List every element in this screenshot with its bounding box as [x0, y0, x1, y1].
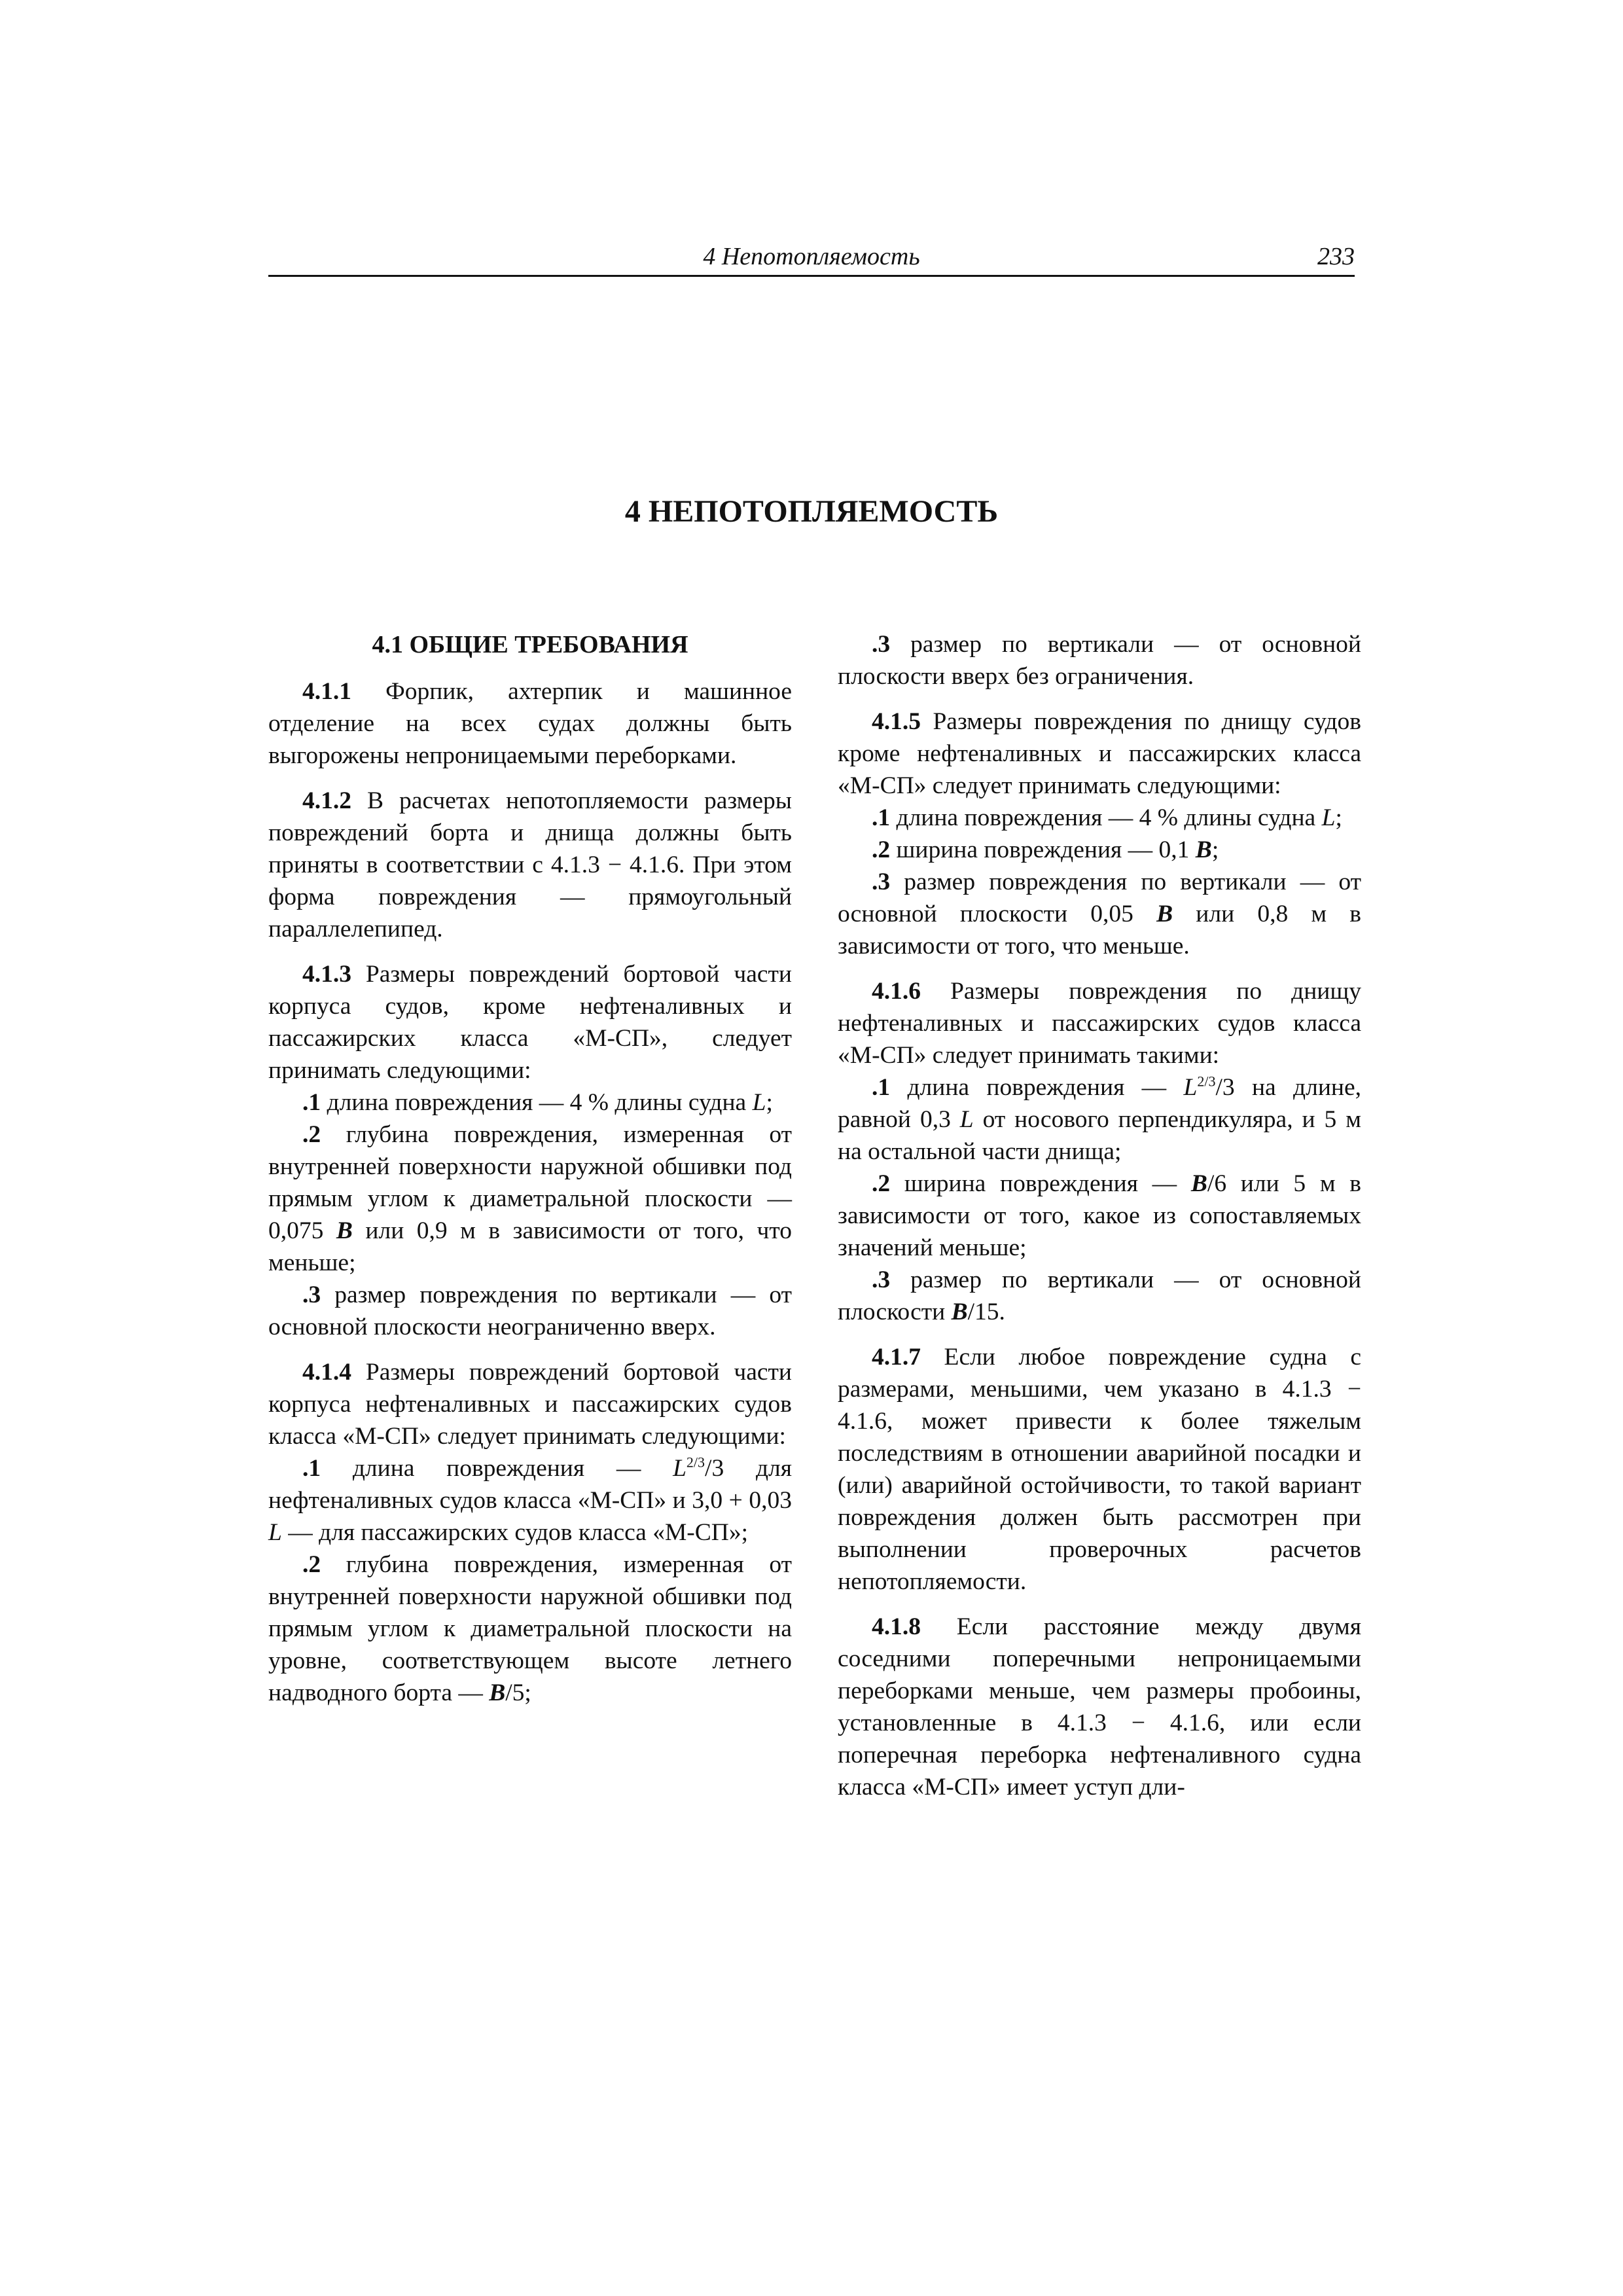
chapter-title: 4 НЕПОТОПЛЯЕМОСТЬ: [624, 494, 999, 529]
clause-4-1-6-item-3: [838, 1264, 1361, 1328]
item-number: .2: [872, 836, 891, 863]
clause-4-1-8: [838, 1611, 1361, 1803]
item-number: .1: [302, 1455, 321, 1482]
item-number: .1: [872, 1074, 891, 1101]
item-text: длина повреждения —: [890, 1074, 1184, 1101]
item-number: .1: [872, 804, 891, 831]
symbol: B: [336, 1217, 353, 1244]
clause-text: Если расстояние между двумя соседними поперечными непроницаемыми переборками меньше, чем размеры пробоины, установленные в 4.1.3 − 4.1.6, или если поперечная переборка нефтеналивного судна класса «М-СП» имеет уступ дли-: [838, 1613, 1361, 1801]
symbol: L: [959, 1106, 974, 1133]
running-title: 4 Непотопляемость: [703, 243, 920, 270]
clause-4-1-3-item-3: [268, 1279, 792, 1343]
clause-4-1-5: [838, 706, 1361, 802]
clause-text: Размеры повреждения по днищу нефтеналивных и пассажирских судов класса «М-СП» следует принимать такими:: [838, 978, 1361, 1069]
clause-number: 4.1.1: [302, 678, 351, 705]
clause-4-1-3-item-2: [268, 1119, 792, 1279]
symbol: L: [752, 1089, 766, 1116]
symbol: B: [1190, 1170, 1207, 1197]
symbol: L: [673, 1455, 687, 1482]
clause-4-1-4-item-2: [268, 1549, 792, 1709]
item-text: ;: [766, 1089, 773, 1116]
clause-4-1-1: [268, 675, 792, 772]
item-text: ширина повреждения — 0,1: [890, 836, 1196, 863]
clause-4-1-5-item-3: [838, 866, 1361, 962]
superscript: 2/3: [686, 1454, 705, 1471]
left-column: [268, 628, 792, 1709]
clause-text: Размеры повреждения по днищу судов кроме нефтеналивных и пассажирских класса «М-СП» следует принимать следующими:: [838, 708, 1361, 799]
symbol: B: [1156, 901, 1173, 927]
item-text: или 0,9 м в зависимости от того, что меньше;: [268, 1217, 793, 1276]
item-text: ширина повреждения —: [890, 1170, 1191, 1197]
item-text: ;: [1335, 804, 1342, 831]
clause-4-1-6-item-2: [838, 1168, 1361, 1264]
clause-4-1-7: [838, 1341, 1361, 1598]
item-text: /3 для нефтеналивных судов класса «М-СП» и 3,0 + 0,03: [268, 1455, 792, 1514]
item-number: .3: [872, 631, 891, 658]
clause-number: 4.1.7: [872, 1344, 921, 1371]
item-text: длина повреждения —: [321, 1455, 673, 1482]
clause-number: 4.1.8: [872, 1613, 921, 1640]
item-text: размер по вертикали — от основной плоскости: [838, 1266, 1361, 1325]
clause-4-1-5-item-2: [838, 834, 1361, 866]
superscript: 2/3: [1197, 1073, 1216, 1090]
item-text: /15.: [967, 1299, 1005, 1325]
section-title: 4.1 ОБЩИЕ ТРЕБОВАНИЯ: [372, 631, 688, 658]
clause-number: 4.1.4: [302, 1359, 351, 1386]
clause-text: Форпик, ахтерпик и машинное отделение на всех судах должны быть выгорожены непроницаемыми переборками.: [268, 678, 792, 769]
clause-4-1-4-item-1: [268, 1452, 792, 1549]
clause-4-1-6-item-1: [838, 1071, 1361, 1168]
item-number: .3: [302, 1282, 321, 1308]
item-text: размер повреждения по вертикали — от основной плоскости 0,05: [838, 869, 1361, 927]
clause-number: 4.1.2: [302, 787, 351, 814]
symbol: B: [1195, 836, 1212, 863]
item-text: глубина повреждения, измеренная от внутренней поверхности наружной обшивки под прямым углом к диаметральной плоскости — 0,075: [268, 1121, 792, 1244]
symbol: L: [268, 1519, 282, 1546]
clause-number: 4.1.5: [872, 708, 921, 735]
item-text: /3 на длине, равной 0,3: [838, 1074, 1361, 1133]
item-text: или 0,8 м в зависимости от того, что меньше.: [838, 901, 1361, 960]
item-text: от носового перпендикуляра, и 5 м на остальной части днища;: [838, 1106, 1361, 1165]
right-column: [838, 628, 1361, 1803]
item-text: глубина повреждения, измеренная от внутренней поверхности наружной обшивки под прямым углом к диаметральной плоскости на уровне, соответствующем высоте летнего надводного борта —: [268, 1551, 792, 1706]
clause-number: 4.1.3: [302, 961, 351, 988]
clause-4-1-4-item-3: [838, 628, 1361, 692]
running-header: [268, 238, 1355, 277]
symbol: B: [489, 1679, 506, 1706]
clause-text: В расчетах непотопляемости размеры повреждений борта и днища должны быть приняты в соответствии с 4.1.3 − 4.1.6. При этом форма повреждения — прямоугольный параллелепипед.: [268, 787, 792, 942]
item-text: размер повреждения по вертикали — от основной плоскости неограниченно вверх.: [268, 1282, 792, 1340]
clause-number: 4.1.6: [872, 978, 921, 1005]
page-number: 233: [1317, 243, 1355, 270]
symbol: B: [951, 1299, 968, 1325]
item-number: .2: [872, 1170, 891, 1197]
clause-4-1-4: [268, 1356, 792, 1452]
item-text: длина повреждения — 4 % длины судна: [890, 804, 1322, 831]
item-text: длина повреждения — 4 % длины судна: [321, 1089, 753, 1116]
clause-4-1-6: [838, 975, 1361, 1071]
item-text: /6 или 5 м в зависимости от того, какое из сопоставляемых значений меньше;: [838, 1170, 1361, 1261]
item-number: .3: [872, 869, 891, 895]
clause-text: Размеры повреждений бортовой части корпуса судов, кроме нефтеналивных и пассажирских класса «М-СП», следует принимать следующими:: [268, 961, 792, 1084]
clause-4-1-3-item-1: [268, 1086, 792, 1119]
item-number: .3: [872, 1266, 891, 1293]
item-number: .2: [302, 1551, 321, 1578]
clause-4-1-2: [268, 785, 792, 945]
clause-4-1-3: [268, 958, 792, 1086]
clause-text: Если любое повреждение судна с размерами, меньшими, чем указано в 4.1.3 − 4.1.6, может привести к более тяжелым последствиям в отношении аварийной посадки и (или) аварийной остойчивости, то такой вариант повреждения должен быть рассмотрен при выполнении проверочных расчетов непотопляемости.: [838, 1344, 1361, 1595]
item-text: — для пассажирских судов класса «М-СП»;: [281, 1519, 749, 1546]
symbol: L: [1183, 1074, 1198, 1101]
item-text: ;: [1211, 836, 1219, 863]
item-number: .2: [302, 1121, 321, 1148]
item-text: размер по вертикали — от основной плоскости вверх без ограничения.: [838, 631, 1361, 690]
item-number: .1: [302, 1089, 321, 1116]
symbol: L: [1321, 804, 1336, 831]
clause-4-1-5-item-1: [838, 802, 1361, 834]
item-text: /5;: [505, 1679, 531, 1706]
clause-text: Размеры повреждений бортовой части корпуса нефтеналивных и пассажирских судов класса «М-СП» следует принимать следующими:: [268, 1359, 792, 1450]
